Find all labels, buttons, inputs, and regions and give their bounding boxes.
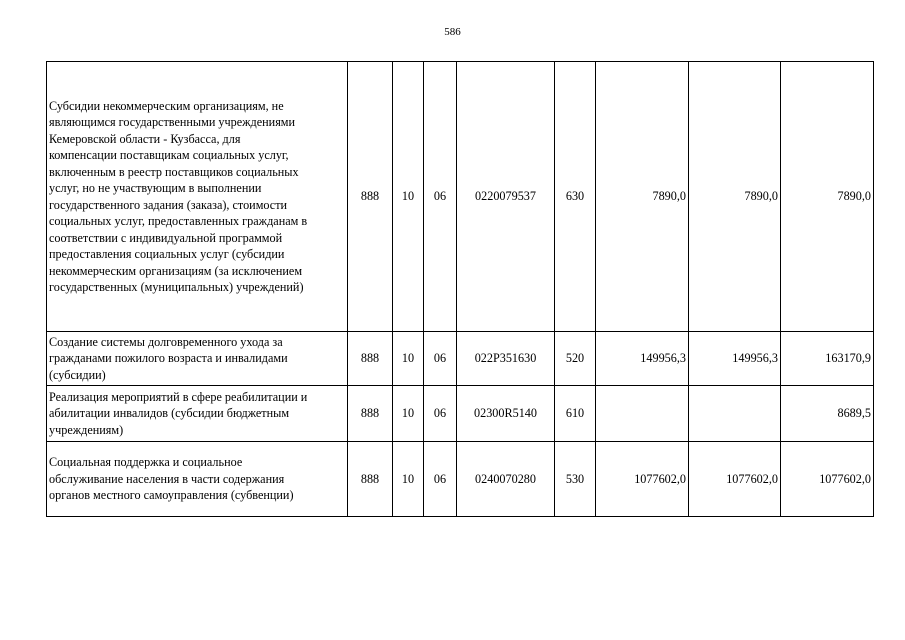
ministry-code: 888 [348,386,393,442]
subsection-code: 06 [424,62,457,332]
amount-year1: 7890,0 [596,62,689,332]
ministry-code: 888 [348,442,393,517]
subsection-code: 06 [424,332,457,386]
table-row [47,386,874,442]
row-description: Социальная поддержка и социальное обслуживание населения в части содержания органов местного самоуправления (субвенции) [47,442,348,517]
section-code: 10 [393,332,424,386]
amount-year1: 1077602,0 [596,442,689,517]
amount-year2: 7890,0 [689,62,781,332]
subsection-code: 06 [424,386,457,442]
row-description: Реализация мероприятий в сфере реабилитации и абилитации инвалидов (субсидии бюджетным учреждениям) [47,386,348,442]
table-row [47,442,874,517]
amount-year3: 7890,0 [781,62,874,332]
amount-year1: 149956,3 [596,332,689,386]
table-row [47,332,874,386]
target-article-code: 0220079537 [457,62,555,332]
amount-year3: 1077602,0 [781,442,874,517]
amount-year2: 149956,3 [689,332,781,386]
subsection-code: 06 [424,442,457,517]
row-description: Создание системы долговременного ухода за гражданами пожилого возраста и инвалидами (субсидии) [47,332,348,386]
amount-year3: 8689,5 [781,386,874,442]
expense-type-code: 520 [555,332,596,386]
row-description: Субсидии некоммерческим организациям, не являющимся государственными учреждениями Кемеровской области - Кузбасса, для компенсации поставщикам социальных услуг, включенным в реестр поставщиков социальных услуг, но не участвующим в выполнении государственного задания (заказа), стоимости социальных услуг, предоставленных гражданам в соответствии с индивидуальной программой предоставления социальных услуг (субсидии некоммерческим организациям (за исключением государственных (муниципальных) учреждений) [47,62,348,332]
page-number: 586 [444,26,461,38]
target-article-code: 02300R5140 [457,386,555,442]
target-article-code: 0240070280 [457,442,555,517]
expense-type-code: 530 [555,442,596,517]
amount-year2: 1077602,0 [689,442,781,517]
expense-type-code: 630 [555,62,596,332]
target-article-code: 022P351630 [457,332,555,386]
amount-year3: 163170,9 [781,332,874,386]
amount-year1 [596,386,689,442]
budget-table [46,61,874,517]
section-code: 10 [393,62,424,332]
expense-type-code: 610 [555,386,596,442]
table-row [47,62,874,332]
section-code: 10 [393,442,424,517]
section-code: 10 [393,386,424,442]
ministry-code: 888 [348,62,393,332]
ministry-code: 888 [348,332,393,386]
amount-year2 [689,386,781,442]
